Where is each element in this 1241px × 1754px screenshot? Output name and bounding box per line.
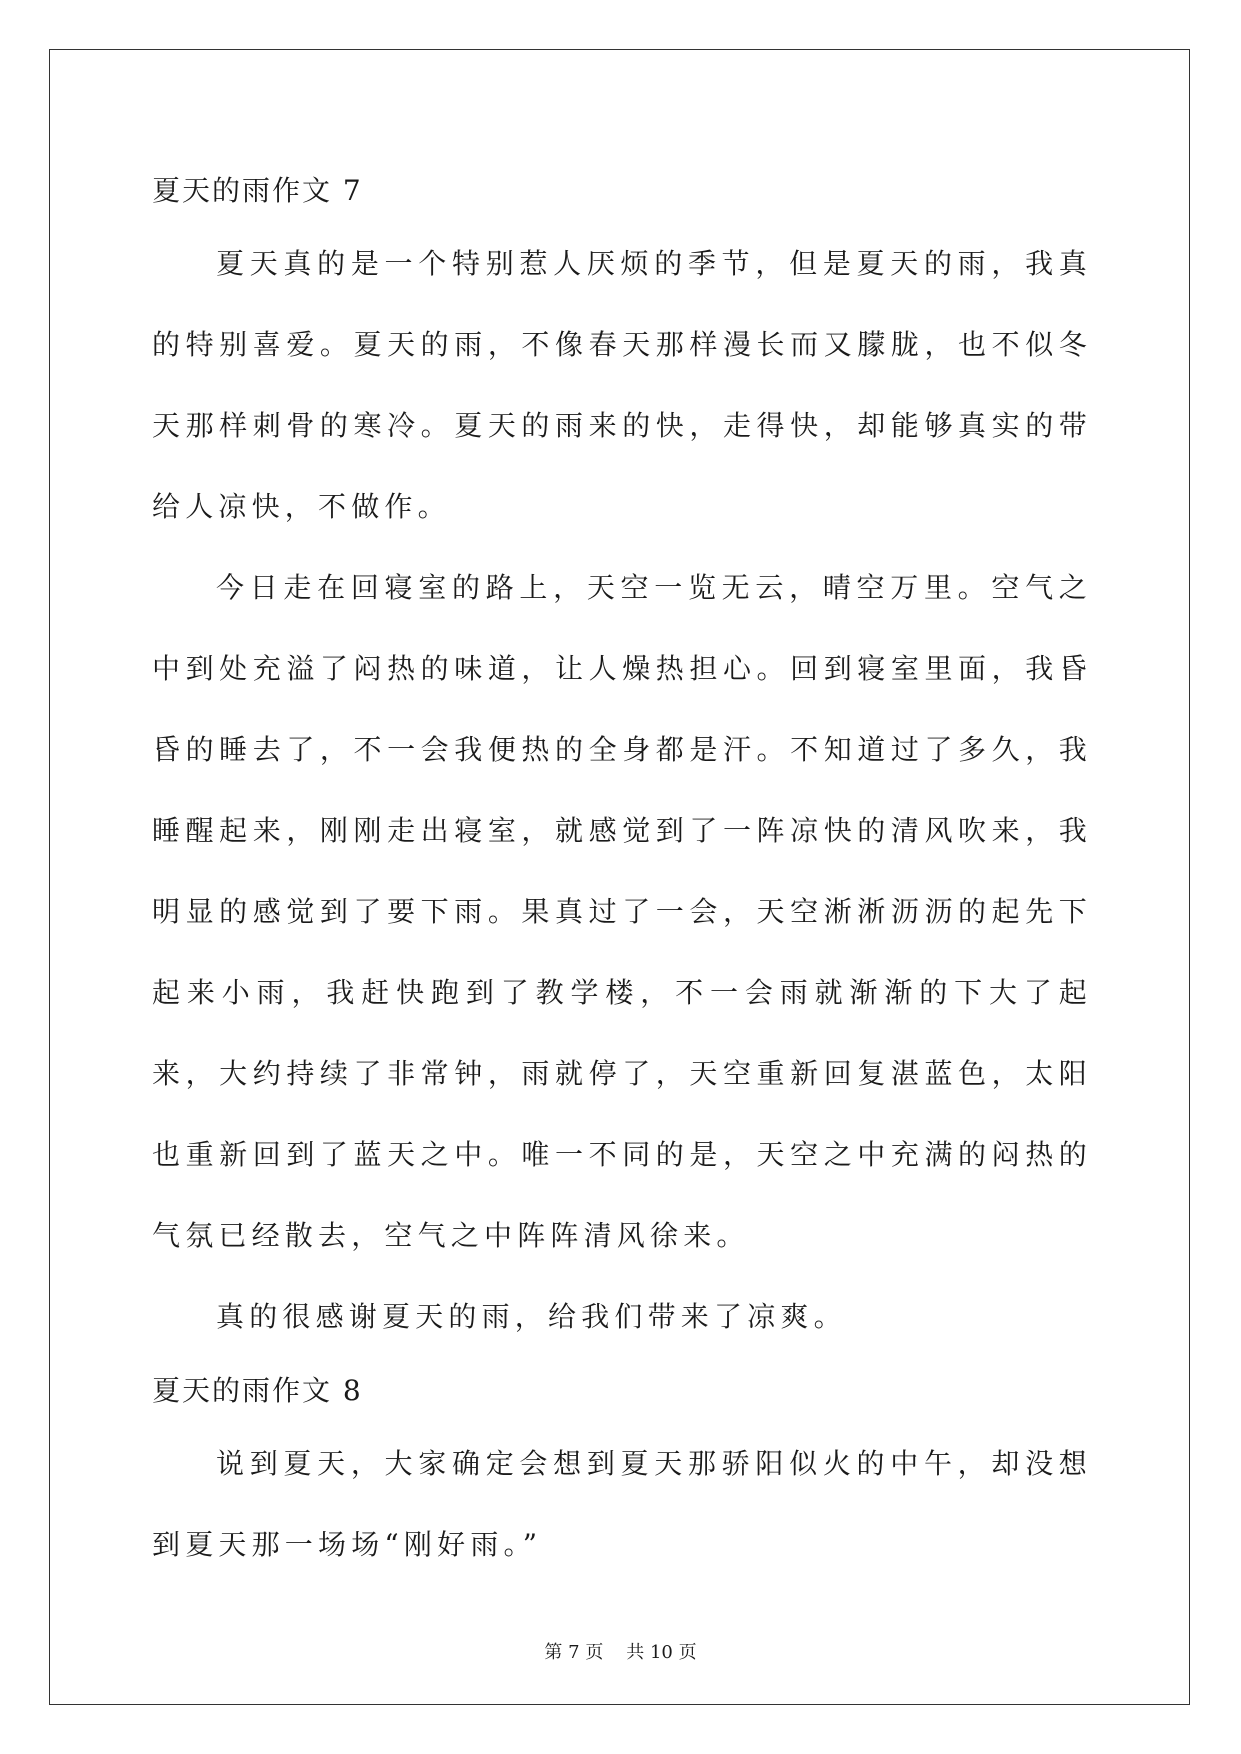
page-footer (0, 1641, 1241, 1665)
page-total: 共 10 页 (626, 1642, 697, 1663)
paragraph: 今日走在回寝室的路上，天空一览无云，晴空万里。空气之中到处充溢了闷热的味道，让人燥热担心。回到寝室里面，我昏昏的睡去了，不一会我便热的全身都是汗。不知道过了多久，我睡醒起来，刚刚走出寝室，就感觉到了一阵凉快的清风吹来，我明显的感觉到了要下雨。果真过了一会，天空淅淅沥沥的起先下起来小雨，我赶快跑到了教学楼，不一会雨就渐渐的下大了起来，大约持续了非常钟，雨就停了，天空重新回复湛蓝色，太阳也重新回到了蓝天之中。唯一不同的是，天空之中充满的闷热的气氛已经散去，空气之中阵阵清风徐来。 (152, 571, 1092, 1252)
paragraph: 说到夏天，大家确定会想到夏天那骄阳似火的中午，却没想到夏天那一场场“刚好雨。” (152, 1447, 1092, 1561)
paragraph: 夏天真的是一个特别惹人厌烦的季节，但是夏天的雨，我真的特别喜爱。夏天的雨，不像春天那样漫长而又朦胧，也不似冬天那样刺骨的寒冷。夏天的雨来的快，走得快，却能够真实的带给人凉快，不做作。 (152, 247, 1092, 523)
page-number: 第 7 页 (544, 1642, 604, 1663)
section-heading: 夏天的雨作文 7 (152, 174, 363, 207)
document-body (152, 150, 1092, 1585)
paragraph: 真的很感谢夏天的雨，给我们带来了凉爽。 (216, 1300, 847, 1333)
section-heading: 夏天的雨作文 8 (152, 1374, 363, 1407)
